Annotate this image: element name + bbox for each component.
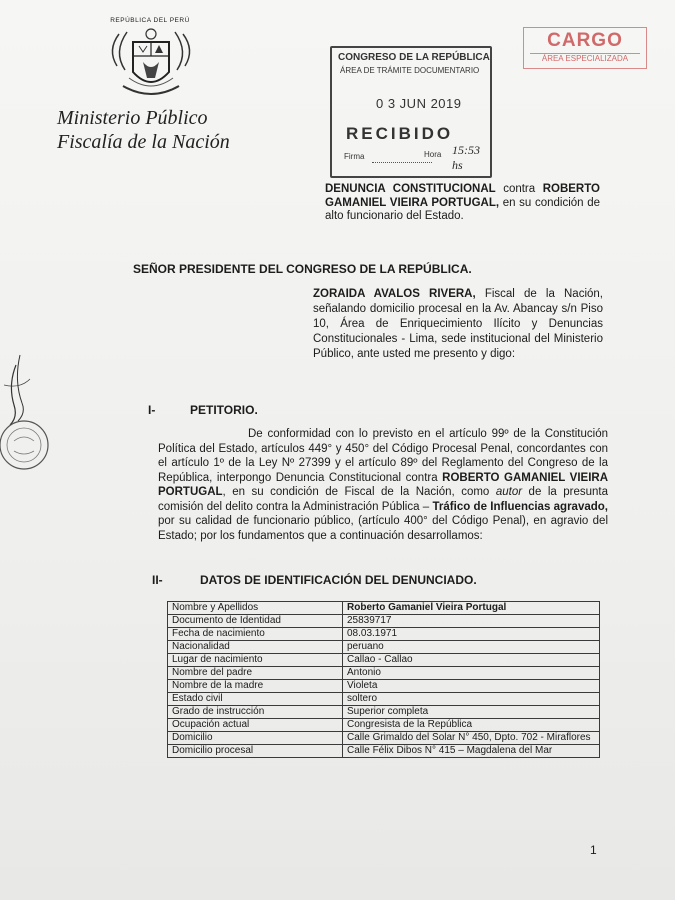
table-key: Fecha de nacimiento bbox=[168, 628, 343, 641]
received-stamp bbox=[330, 46, 492, 178]
table-key: Nombre del padre bbox=[168, 667, 343, 680]
table-key: Domicilio procesal bbox=[168, 745, 343, 758]
table-row bbox=[168, 719, 600, 732]
crest-label: REPÚBLICA DEL PERÚ bbox=[110, 17, 190, 24]
section-1-number: I- bbox=[148, 403, 156, 417]
signature-and-seal bbox=[0, 345, 55, 485]
denuncia-summary bbox=[325, 183, 600, 224]
ministry-name bbox=[57, 106, 230, 154]
table-row bbox=[168, 745, 600, 758]
stamp-hora-value: 15:53 hs bbox=[452, 143, 480, 172]
section-2-number: II- bbox=[152, 573, 163, 587]
table-key: Lugar de nacimiento bbox=[168, 654, 343, 667]
stamp-firma-label: Firma bbox=[344, 152, 365, 161]
presenter-name: ZORAIDA AVALOS RIVERA, bbox=[313, 288, 476, 300]
table-row bbox=[168, 732, 600, 745]
table-value: 08.03.1971 bbox=[343, 628, 600, 641]
cargo-title: CARGO bbox=[547, 30, 623, 51]
petitorio-text-4: por su calidad de funcionario público, (artículo 400° del Código Penal), en agravio del Estado; por los fundamentos que a continuación desarrollamos: bbox=[158, 515, 608, 542]
petitorio-delito: Tráfico de Influencias agravado, bbox=[432, 500, 608, 513]
table-key: Nacionalidad bbox=[168, 641, 343, 654]
stamp-date: 0 3 JUN 2019 bbox=[376, 96, 462, 111]
table-value: 25839717 bbox=[343, 615, 600, 628]
table-value: Callao - Callao bbox=[343, 654, 600, 667]
table-value: Superior completa bbox=[343, 706, 600, 719]
table-row bbox=[168, 680, 600, 693]
addressee: SEÑOR PRESIDENTE DEL CONGRESO DE LA REPÚBLICA. bbox=[133, 262, 472, 276]
table-row bbox=[168, 693, 600, 706]
stamp-line-1: CONGRESO DE LA REPÚBLICA bbox=[338, 52, 490, 63]
stamp-hora-label: Hora bbox=[424, 150, 442, 159]
coat-of-arms-icon bbox=[103, 26, 199, 106]
presenter-paragraph bbox=[313, 287, 603, 362]
cargo-stamp bbox=[523, 27, 647, 69]
page-number: 1 bbox=[590, 843, 597, 857]
table-value: Calle Félix Dibos N° 415 – Magdalena del Mar bbox=[343, 745, 600, 758]
table-key: Domicilio bbox=[168, 732, 343, 745]
table-key: Grado de instrucción bbox=[168, 706, 343, 719]
table-value: peruano bbox=[343, 641, 600, 654]
table-value: soltero bbox=[343, 693, 600, 706]
section-1-title: PETITORIO. bbox=[190, 403, 258, 417]
stamp-signature-line bbox=[372, 162, 432, 163]
ministry-line-2: Fiscalía de la Nación bbox=[57, 131, 230, 153]
denuncia-rest: en su condición de alto funcionario del Estado. bbox=[325, 196, 600, 222]
table-row bbox=[168, 706, 600, 719]
table-value: Violeta bbox=[343, 680, 600, 693]
table-row bbox=[168, 667, 600, 680]
stamp-line-2: ÁREA DE TRÁMITE DOCUMENTARIO bbox=[340, 66, 480, 75]
petitorio-paragraph bbox=[158, 427, 608, 543]
denuncia-lead: DENUNCIA CONSTITUCIONAL bbox=[325, 183, 496, 195]
table-row bbox=[168, 628, 600, 641]
denuncia-contra: contra bbox=[503, 183, 536, 195]
table-row bbox=[168, 615, 600, 628]
round-seal-icon bbox=[0, 421, 48, 469]
petitorio-text-3: de la presunta comisión del delito contra la Administración Pública – bbox=[158, 486, 609, 513]
denuncia-name: ROBERTO GAMANIEL VIEIRA PORTUGAL, bbox=[325, 183, 600, 209]
table-row bbox=[168, 654, 600, 667]
table-key: Nombre y Apellidos bbox=[168, 602, 343, 615]
table-key: Documento de Identidad bbox=[168, 615, 343, 628]
petitorio-autor: autor bbox=[495, 486, 523, 498]
section-2-title: DATOS DE IDENTIFICACIÓN DEL DENUNCIADO. bbox=[200, 573, 477, 587]
stamp-recibido: RECIBIDO bbox=[346, 124, 454, 143]
table-key: Estado civil bbox=[168, 693, 343, 706]
table-key: Nombre de la madre bbox=[168, 680, 343, 693]
petitorio-accused-name: ROBERTO GAMANIEL VIEIRA PORTUGAL bbox=[158, 471, 608, 498]
signature-icon bbox=[4, 355, 30, 425]
table-row bbox=[168, 602, 600, 615]
petitorio-text-1: De conformidad con lo previsto en el artículo 99º de la Constitución Política del Estado, artículos 449° y 450° del Código Procesal Penal, concordantes con el artículo 1º de la Ley Nº 27399 y el artículo 89º del Reglamento del Congreso de la República, interpongo Denuncia Constitucional contra bbox=[158, 428, 608, 484]
cargo-subtitle: ÁREA ESPECIALIZADA bbox=[530, 53, 640, 63]
petitorio-text-2: , en su condición de Fiscal de la Nación, como bbox=[222, 486, 490, 498]
table-row bbox=[168, 641, 600, 654]
ministry-line-1: Ministerio Público bbox=[57, 107, 208, 129]
table-value: Congresista de la República bbox=[343, 719, 600, 732]
presenter-text: Fiscal de la Nación, señalando domicilio procesal en la Av. Abancay s/n Piso 10, Área de Enriquecimiento Ilícito y Denuncias Constitucionales - Lima, sede institucional del Ministerio Público, ante usted me presento y digo: bbox=[313, 288, 603, 360]
identification-table bbox=[167, 601, 600, 758]
table-value: Roberto Gamaniel Vieira Portugal bbox=[343, 602, 600, 615]
table-value: Calle Grimaldo del Solar N° 450, Dpto. 702 - Miraflores bbox=[343, 732, 600, 745]
table-key: Ocupación actual bbox=[168, 719, 343, 732]
table-value: Antonio bbox=[343, 667, 600, 680]
